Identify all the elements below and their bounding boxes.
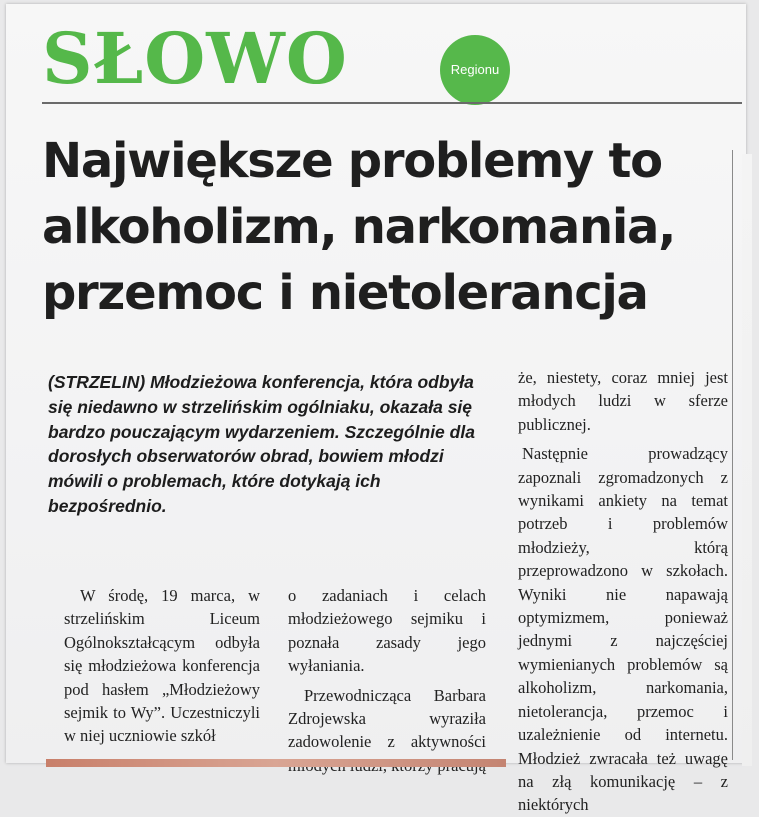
column-divider: [732, 150, 733, 760]
paragraph: Przewodnicząca Barbara Zdrojewska wyraziła zadowolenie z aktywności: [288, 685, 486, 752]
paragraph: o zadaniach i celach młodzieżowego sejmiku i poznała zasady jego wyłaniania.: [288, 586, 486, 676]
paragraph: Następnie prowadzący zapoznali zgromadzonych z wynikami ankiety na temat potrzeb i problemów młodzieży, którą przeprowadzono w szkołach. Wyniki nie napawają optymizmem, ponieważ jednymi z najczęściej wymienianych problemów są alkoholizm, narkomania, nietolerancja, przemoc i uzależnienie od internetu. Młodzież zwracała też uwagę na złą komunikację – z niektórych: [518, 444, 728, 815]
masthead-title: SŁOWO: [42, 17, 348, 100]
masthead-badge: Regionu: [440, 35, 510, 105]
newspaper-page: [6, 4, 746, 815]
headline-line-3: przemoc i nietolerancja: [42, 265, 648, 321]
masthead-rule: [42, 102, 742, 104]
headline-line-1: Największe problemy to: [42, 133, 662, 189]
photo-edge: [46, 759, 506, 767]
adjacent-column-edge: [742, 154, 752, 766]
article-column-2: [288, 584, 486, 777]
article-column-3: [518, 366, 728, 817]
article-lead: (STRZELIN) Młodzieżowa konferencja, która odbyła się niedawno w strzelińskim ogólniaku, okazała się bardzo pouczającym wydarzeniem. Szczególnie dla dorosłych obserwatorów obrad, bowiem młodzi mówili o problemach, które dotykają ich bezpośrednio.: [48, 372, 475, 516]
article-column-1: [64, 584, 260, 748]
paragraph: że, niestety, coraz mniej jest młodych ludzi w sferze publicznej.: [518, 368, 728, 434]
headline-line-2: alkoholizm, narkomania,: [42, 199, 676, 255]
paragraph: W środę, 19 marca, w strzelińskim Liceum Ogólnokształcącym odbyła się młodzieżowa konferencja pod hasłem „Młodzieżowy sejmik to Wy”. Uczestniczyli w niej uczniowie szkół: [64, 586, 260, 746]
article-headline: [42, 128, 732, 326]
